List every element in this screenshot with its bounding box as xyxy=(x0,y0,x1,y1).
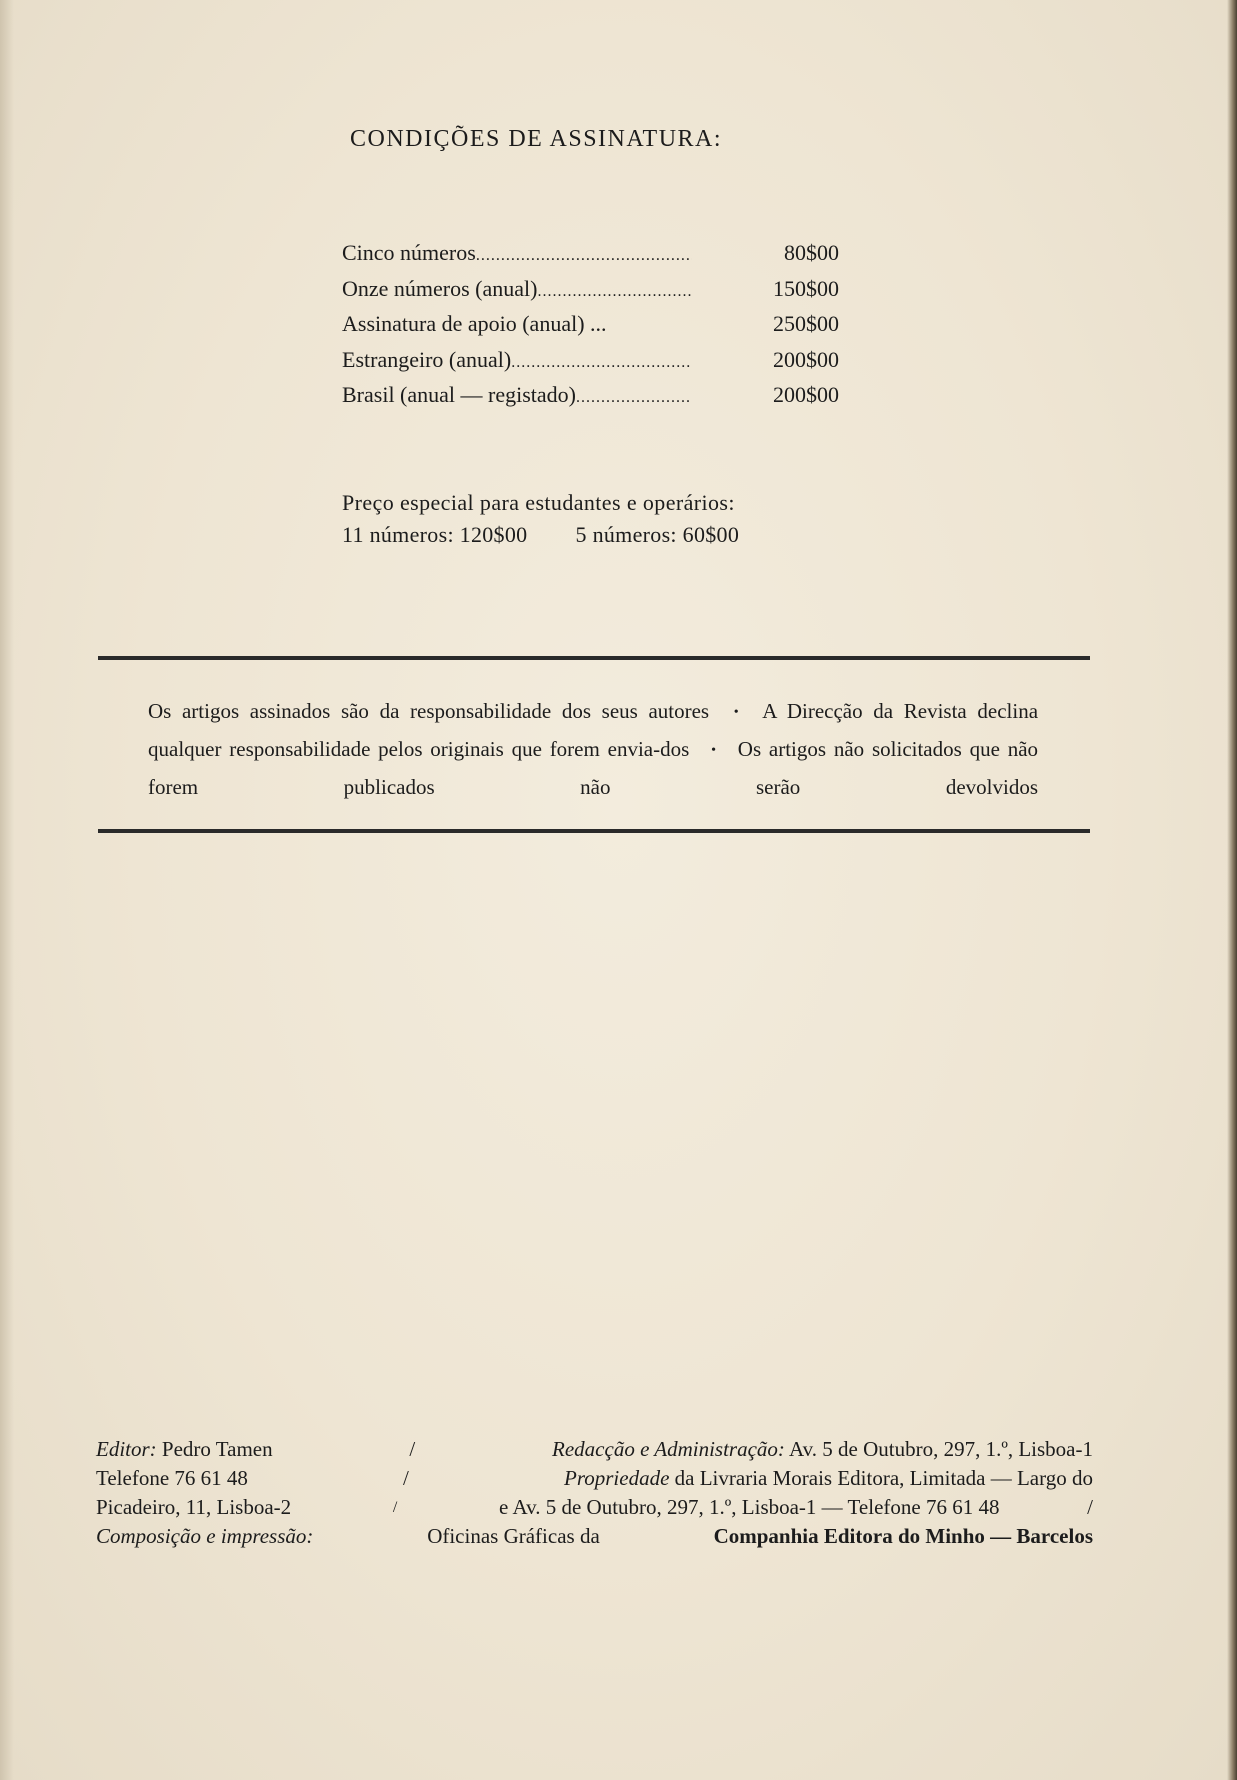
imprint-line xyxy=(96,1493,1093,1522)
special-price-five: 5 números: 60$00 xyxy=(575,522,740,547)
price-label: Brasil (anual — registado) xyxy=(342,382,576,407)
dot-leader xyxy=(537,283,692,301)
telefone: Telefone 76 61 48 xyxy=(96,1466,248,1490)
price-label: Assinatura de apoio (anual) ... xyxy=(342,311,607,336)
dot-leader xyxy=(576,389,692,407)
notice-part-2: A Direcção da Revista declina qualquer responsabilidade pelos originais que forem envia-dos xyxy=(148,699,1039,762)
divider-rule-top xyxy=(98,656,1090,660)
imprint-line xyxy=(96,1435,1093,1464)
composicao-company: Companhia Editora do Minho — Barcelos xyxy=(713,1524,1093,1548)
price-value: 150$00 xyxy=(773,275,839,301)
separator: / xyxy=(1087,1495,1093,1519)
dot-leader xyxy=(511,354,692,372)
bullet-icon: • xyxy=(733,705,739,721)
price-label: Onze números (anual) xyxy=(342,275,538,301)
price-row xyxy=(342,276,839,312)
price-row xyxy=(342,382,839,418)
separator: / xyxy=(409,1437,416,1461)
editor-name: Pedro Tamen xyxy=(161,1437,273,1461)
page-left-shadow xyxy=(0,0,14,1780)
subscription-heading: CONDIÇÕES DE ASSINATURA: xyxy=(350,126,723,152)
notice-part-1: Os artigos assinados são da responsabilidade dos seus autores xyxy=(148,699,710,723)
redaccao-label: Redacção e Administração: xyxy=(552,1437,785,1461)
price-table xyxy=(342,240,839,418)
dot-leader xyxy=(476,247,692,265)
imprint-line xyxy=(96,1522,1093,1551)
special-price-title: Preço especial para estudantes e operários: xyxy=(342,490,735,515)
separator: / xyxy=(403,1466,409,1490)
propriedade-address-2: e Av. 5 de Outubro, 297, 1.º, Lisboa-1 — Telefone 76 61 48 xyxy=(499,1495,1000,1519)
redaccao-address: Av. 5 de Outubro, 297, 1.º, Lisboa-1 xyxy=(789,1437,1093,1461)
divider-rule-bottom xyxy=(98,829,1090,833)
price-label: Estrangeiro (anual) xyxy=(342,346,512,372)
propriedade-label: Propriedade xyxy=(564,1466,670,1490)
price-value: 80$00 xyxy=(784,240,839,265)
imprint-block xyxy=(96,1435,1093,1551)
imprint-line xyxy=(96,1464,1093,1493)
editor-label: Editor: xyxy=(96,1437,157,1461)
notice-paragraph xyxy=(148,693,1038,805)
separator: / xyxy=(392,1499,398,1516)
price-value: 250$00 xyxy=(773,311,839,336)
composicao-text: Oficinas Gráficas da xyxy=(427,1524,600,1548)
price-row xyxy=(342,240,839,276)
special-price-line xyxy=(342,522,839,548)
composicao-label: Composição e impressão: xyxy=(96,1524,314,1548)
propriedade-address: Picadeiro, 11, Lisboa-2 xyxy=(96,1495,292,1519)
bullet-icon: • xyxy=(711,743,716,759)
special-price-eleven: 11 números: 120$00 xyxy=(342,522,528,547)
price-value: 200$00 xyxy=(773,382,839,407)
price-label: Cinco números xyxy=(342,240,476,265)
page-right-edge xyxy=(1227,0,1237,1780)
price-row xyxy=(342,311,839,347)
propriedade-text: da Livraria Morais Editora, Limitada — Largo do xyxy=(674,1466,1093,1490)
notice-part-3: Os artigos não solicitados que não forem publicados não serão devolvidos xyxy=(148,737,1039,800)
special-price xyxy=(342,490,839,548)
price-row xyxy=(342,347,839,383)
price-value: 200$00 xyxy=(773,346,839,372)
